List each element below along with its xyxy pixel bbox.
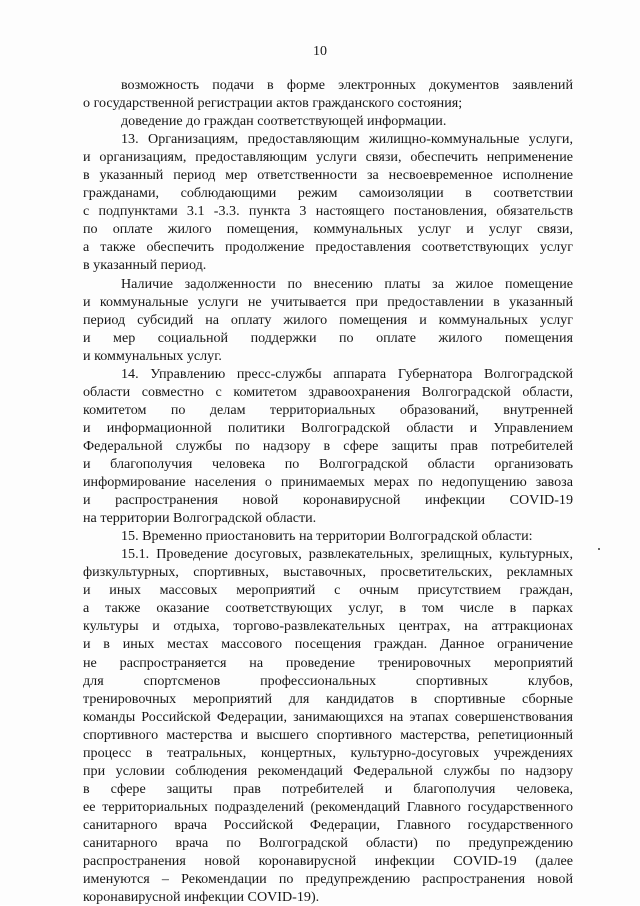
text-line: Федеральной службы по надзору в сфере защиты прав потребителей [83, 437, 573, 454]
text-line: в указанный период. [83, 257, 207, 274]
text-line: в указанный период мер ответственности за несвоевременное исполнение [83, 167, 573, 184]
text-line: тренировочных мероприятий для кандидатов в спортивные сборные [83, 690, 573, 707]
text-line: не распространяется на проведение тренировочных мероприятий [83, 654, 573, 671]
text-line: возможность подачи в форме электронных документов заявлений [121, 77, 573, 93]
text-line: 15. Временно приостановить на территории Волгоградской области: [121, 528, 533, 545]
paragraph-p-13-debt [83, 275, 573, 365]
text-line: с подпунктами 3.1 -3.3. пункта 3 настоящего постановления, обязательств [83, 203, 573, 220]
text-line: культуры и отдыха, торгово-развлекательных центрах, на аттракционах [83, 618, 573, 635]
text-line: коронавирусной инфекции COVID-19). [83, 889, 320, 906]
text-line: информирование населения о принимаемых мерах по недопущению завоза [83, 474, 573, 491]
text-line: 15.1. Проведение досуговых, развлекательных, зрелищных, культурных, [121, 546, 573, 563]
text-line: и коммунальных услуг. [83, 347, 222, 364]
text-line: комитетом по делам территориальных образований, внутренней [83, 401, 573, 418]
text-line: и коммунальные услуги не учитывается при предоставлении в указанный [83, 293, 573, 310]
text-line: 14. Управлению пресс-службы аппарата Губернатора Волгоградской [121, 365, 573, 382]
text-line: при условии соблюдения рекомендаций Федеральной службы по надзору [83, 762, 573, 779]
text-line: процесс в театральных, концертных, культурно-досуговых учреждениях [83, 744, 573, 761]
text-line: Наличие задолженности по внесению платы за жилое помещение [121, 275, 573, 292]
text-line: спортивного мастерства и высшего спортивного мастерства, репетиционный [83, 726, 573, 743]
text-line: и в иных местах массового посещения граждан. Данное ограничение [83, 636, 573, 653]
text-line: для спортсменов профессиональных спортивных клубов, [83, 672, 573, 689]
paragraph-p-13 [83, 130, 573, 274]
text-line: распространения новой коронавирусной инфекции COVID-19 (далее [83, 853, 573, 870]
text-line: ее территориальных подразделений (рекомендаций Главного государственного [83, 798, 573, 815]
text-line: доведение до граждан соответствующей информации. [121, 113, 447, 130]
text-line: и благополучия человека по Волгоградской области организовать [83, 455, 573, 472]
text-line: санитарного врача Российской Федерации, Главного государственного [83, 816, 573, 833]
text-line: области совместно с комитетом здравоохранения Волгоградской области, [83, 383, 573, 400]
text-line: а также оказание соответствующих услуг, в том числе в парках [83, 600, 573, 617]
paragraph-p-15 [83, 527, 573, 545]
text-line: санитарного врача по Волгоградской области) по предупреждению [83, 834, 573, 851]
text-line: и иных массовых мероприятий с очным присутствием граждан, [83, 582, 573, 599]
text-line: команды Российской Федерации, занимающихся на этапах совершенствования [83, 708, 573, 725]
text-line: и информационной политики Волгоградской области и Управлением [83, 419, 573, 436]
text-line: а также обеспечить продолжение предоставления соответствующих услуг [83, 239, 573, 256]
text-line: и распространения новой коронавирусной инфекции COVID-19 [83, 492, 573, 509]
text-line: о государственной регистрации актов гражданского состояния; [83, 95, 463, 112]
text-line: физкультурных, спортивных, выставочных, просветительских, рекламных [83, 564, 573, 581]
page-number: 10 [313, 44, 327, 59]
paragraph-p-inform [83, 112, 573, 130]
scan-artifact-dot [598, 548, 600, 550]
text-line: период субсидий на оплату жилого помещения и коммунальных услуг [83, 311, 573, 328]
text-line: 13. Организациям, предоставляющим жилищно-коммунальные услуги, [121, 131, 573, 148]
text-line: и мер социальной поддержки по оплате жилого помещения [83, 329, 573, 346]
text-line: гражданами, соблюдающими режим самоизоляции в соответствии [83, 185, 573, 202]
text-line: на территории Волгоградской области. [83, 510, 317, 527]
text-line: по оплате жилого помещения, коммунальных услуг и услуг связи, [83, 221, 573, 238]
document-body [83, 76, 573, 906]
paragraph-p-14 [83, 365, 573, 527]
paragraph-p-intro [83, 76, 573, 112]
text-line: в сфере защиты прав потребителей и благополучия человека, [83, 780, 573, 797]
text-line: и организациям, предоставляющим услуги связи, обеспечить неприменение [83, 149, 573, 166]
paragraph-p-15-1 [83, 545, 573, 906]
text-line: именуются – Рекомендации по предупреждению распространения новой [83, 871, 573, 888]
